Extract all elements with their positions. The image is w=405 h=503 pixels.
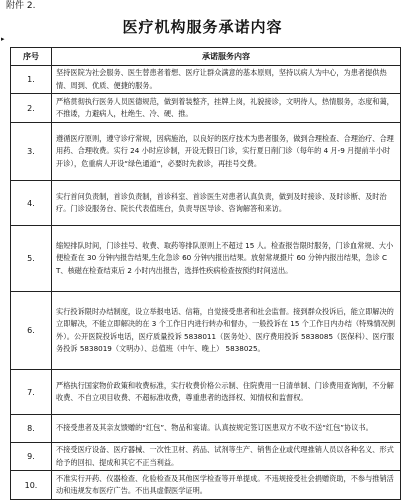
table-row <box>11 94 401 123</box>
row-content: 严格执行国家物价政策和收费标准，实行收费价格公示制、住院费用一日清单制、门诊费用查询制，不分解收费、不自立项目收费、不超标准收费，尊重患者的选择权、知情权和监督权。 <box>52 370 401 415</box>
corner-marker-icon: ▸ <box>1 35 5 43</box>
table-header-row <box>11 48 401 66</box>
row-number: 2. <box>11 94 52 123</box>
table-row <box>11 123 401 181</box>
row-content: 遵循医疗原则，遵守诊疗常规，因病施治，以良好的医疗技术为患者服务，做到合理检查、合理治疗、合理用药、合理收费。实行 24 小时应诊制，开设无假日门诊，实行夏日削门诊（每年的 4 月-9 月提前半小时开诊），危重病人开设“绿色通道”，必要时先救诊，再挂号交费。 <box>52 123 401 181</box>
row-number: 3. <box>11 123 52 181</box>
row-number: 6. <box>11 292 52 370</box>
header-seq: 序号 <box>11 48 52 66</box>
row-content: 不准实行开药、仪器检查、化验检查及其他医学检查等开单提成。不违规接受社会捐赠资助，不参与推销活动和违规发布医疗广告。不出具虚假医学证明。 <box>52 471 401 500</box>
row-number: 10. <box>11 471 52 500</box>
table-row <box>11 443 401 471</box>
row-number: 1. <box>11 66 52 94</box>
row-number: 7. <box>11 370 52 415</box>
row-content: 实行首问负责制，首诊负责制，首诊科室、首诊医生对患者认真负责，做到及时接诊、及时诊断、及时治疗。门诊设服务台、院长代表值班台，负责导医导诊、咨询解答和来访。 <box>52 181 401 226</box>
row-number: 9. <box>11 443 52 471</box>
page-title: 医疗机构服务承诺内容 <box>122 18 283 36</box>
table-row <box>11 370 401 415</box>
table-row <box>11 415 401 443</box>
table-row <box>11 226 401 292</box>
row-content: 严格贯彻执行医务人员医德规范，做到着装整齐，挂牌上岗，礼貌接诊，文明待人，热情服务，态度和蔼，不推诿，力避病人，杜绝生、冷、硬、推。 <box>52 94 401 123</box>
row-content: 实行投诉限时办结制度，设立举报电话、信箱，自觉接受患者和社会监督。接到群众投诉后，能立即解决的立即解决，不能立即解决的在 3 个工作日内进行转办和督办，一般投诉在 15 个工作日内办结（特殊情况例外）。公开医院投诉电话，医疗质量投诉 5838011（医务处）、医疗费用投诉 5838085（医保科）、医疗服务投诉 5838019（文明办）、总值班（中午、晚上） 5838025。 <box>52 292 401 370</box>
row-content: 不接受医疗设备、医疗器械、一次性卫材、药品、试剂等生产、销售企业或代理推销人员以各种名义、形式给予的回扣、提成和其它不正当利益。 <box>52 443 401 471</box>
row-content: 不接受患者及其亲友馈赠的“红包”、物品和宴请。认真按规定签订医患双方不收不送“红包”协议书。 <box>52 415 401 443</box>
row-number: 4. <box>11 181 52 226</box>
row-number: 8. <box>11 415 52 443</box>
header-content: 承诺服务内容 <box>52 48 401 66</box>
table-row <box>11 66 401 94</box>
row-number: 5. <box>11 226 52 292</box>
attachment-label: 附件 2. <box>6 1 36 11</box>
table-row <box>11 471 401 500</box>
row-content: 坚持医院为社会服务、医生替患者着想、医疗让群众满意的基本原则，坚持以病人为中心，为患者提供热情、周到、优质、便捷的服务。 <box>52 66 401 94</box>
service-commitment-table <box>10 47 401 500</box>
table-row <box>11 181 401 226</box>
row-content: 缩短排队时间，门诊挂号、收费、取药等排队原则上不超过 15 人。检查报告限时服务，门诊血常规、大小便检查在 30 分钟内报告结果,生化急诊 60 分钟内报出结果。放射常规摄片 60 分钟内报出结果，急诊 CT、核磁在检查结束后 2 小时内出报告，选择性疾病检查按预约时间送出。 <box>52 226 401 292</box>
table-row <box>11 292 401 370</box>
